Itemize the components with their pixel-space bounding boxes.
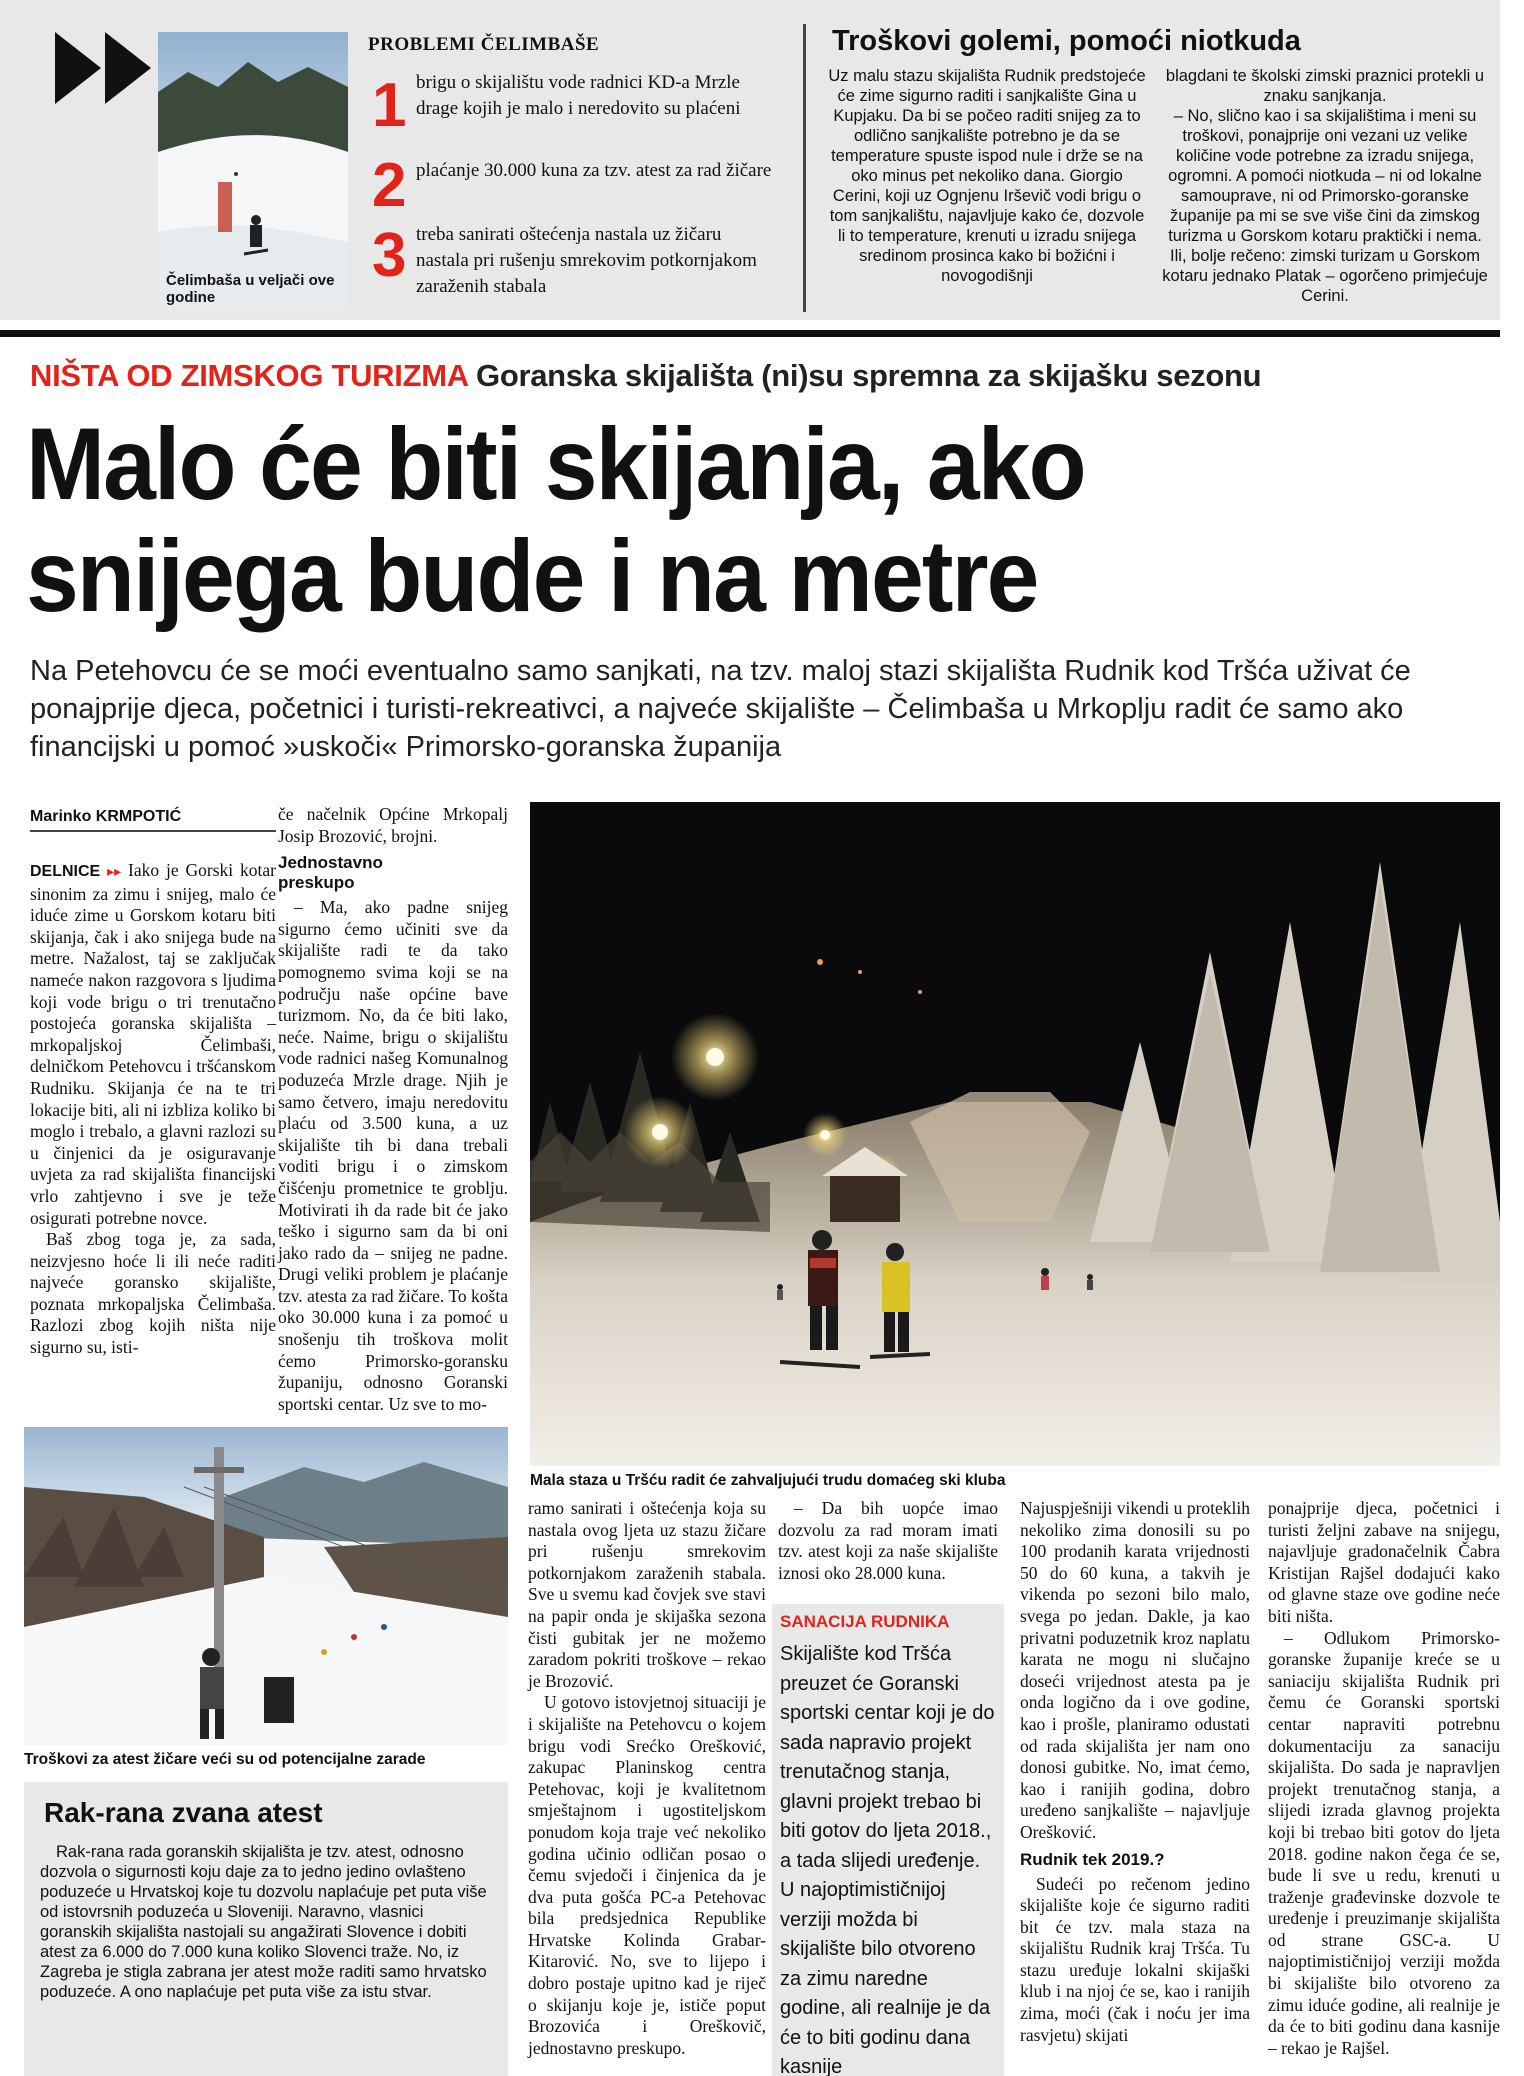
sanacija-title: SANACIJA RUDNIKA bbox=[780, 1612, 950, 1631]
costs-column-2-p1: blagdani te školski zimski praznici protekli u znaku sanjkanja. bbox=[1165, 67, 1485, 105]
problem-number-3: 3 bbox=[372, 221, 407, 290]
costs-column-1: Uz malu stazu skijališta Rudnik predstojeće će zime sigurno raditi i sanjkalište Gina u Kupjaku. Da bi se počeo raditi snijeg za to odlično sanjkalište potrebno je da se temperature spuste ispod nule i drže se na oko minus pet nekoliko dana. Giorgio Cerini, koji uz Ognjenu Irševič vodi brigu o tom sanjkalištu, najavljuje kako će, dozvole li to temperature, krenuti u izradu snijega sredinom prosinca kako bi božićni i novogodišnji bbox=[828, 67, 1146, 285]
col6-text-2: – Odlukom Primorsko-goranske županije kreće se u saniaciju skijališta Rudnik pri čemu će Goranski sportski centar napraviti potrebnu dokumentaciju za sanaciju skijališta. Do sada je napravljen projekt trenutačnog stanja, a slijedi izrada glavnog projekta koji bi trebao biti gotov do ljeta 2018. godine nakon čega će se, bude li sve u redu, krenuti u traženje građevinske dozvole te uređenje i preuzimanje skijališta od strane GSC-a. U najoptimističnijoj verziji možda bi skijalište bilo otvoreno za zimu iduće godine, ali realnije je da će to biti godinu dana kasnije – rekao je Rajšel. bbox=[1268, 1627, 1500, 2058]
kicker-black: Goranska skijališta (ni)su spremna za skijašku sezonu bbox=[476, 358, 1262, 393]
headline-line-1: Malo će biti skijanja, ako bbox=[26, 407, 1085, 521]
article-column-5 bbox=[1020, 1498, 1250, 2046]
sanacija-text: Skijalište kod Tršća preuzet će Goranski sportski centar koji je do sada napravio projekt trenutačnog stanja, glavni projekt trebao bi biti gotov do ljeta 2018., a tada slijedi uređenje. U najoptimističnijoj verziji možda bi skijalište bilo otvoreno za zimu naredne godine, ali realnije je da će to biti godinu dana kasnije bbox=[780, 1643, 995, 2076]
problem-item-2: plaćanje 30.000 kuna za tzv. atest za rad žičare bbox=[416, 160, 772, 181]
problem-number-2: 2 bbox=[372, 151, 407, 220]
byline-rule bbox=[30, 830, 276, 832]
dateline: DELNICE bbox=[30, 863, 101, 880]
problem-item-1: brigu o skijalištu vode radnici KD-a Mrzle drage kojih je malo i neredovito su plaćeni bbox=[416, 72, 741, 119]
sidebar-text: Rak-rana rada goranskih skijališta je tzv. atest, odnosno dozvola o sigurnosti koju daje za to jedno jedino ovlašteno poduzeće u Hrvatskoj koje tu dozvolu naplaćuje pet puta više od istovrsnih poduzeća u Sloveniji. Naravno, vlasnici goranskih skijališta nastojali su angažirati Slovence i dobiti atest za 6.000 do 7.000 kuna koliko Slovenci traže. No, iz Zagreba je stigla zabrana jer atest može raditi samo hrvatsko poduzeće. A ono naplaćuje pet puta više za istu stvar. bbox=[40, 1843, 487, 2001]
col2-text-2: – Ma, ako padne snijeg sigurno ćemo učiniti sve da skijalište radi te da tako pomognemo svima koji se na području naše općine bave turizmom. No, da će biti lako, neće. Naime, brigu o skijalištu vode radnici našeg Komunalnog poduzeća Mrzle drage. Njih je samo četvero, imaju neredovitu plaću od 3.500 kuna, a uz skijalište tih bi dana trebali voditi brigu i o zimskom čišćenju prometnice te groblju. Motivirati ih da rade bit će jako teško i sigurno sam da bi oni jako rado da – snijeg ne padne. Drugi veliki problem je plaćanje tzv. atesta za rad žičare. To košta oko 30.000 kuna i za pomoć u snošenju tih troškova molit ćemo Primorsko-goransku županiju, odnosno Goranski sportski centar. Uz sve to mo- bbox=[278, 897, 508, 1414]
problems-title: PROBLEMI ČELIMBAŠE bbox=[368, 34, 600, 55]
main-night-ski-photo bbox=[530, 802, 1500, 1466]
dateline-arrow-icon: ▸▸ bbox=[107, 865, 122, 880]
headline bbox=[26, 408, 1085, 632]
col1-text-1: Iako je Gorski kotar sinonim za zimu i snijeg, malo će iduće zime u Gorskom kotaru biti skijanja, čak i ako snijega bude na metre. Nažalost, taj se zaključak nameće nakon razgovora s ljudima koji vode brigu o tri trenutačno postojeća goranska skijališta – mrkopaljskoj Čelimbaši, delničkom Petehovcu i tršćanskom Rudniku. Skijanja će na te tri lokacije biti, ali ni izbliza koliko bi moglo i trebalo, a glavni razlozi su u činjenici da je osiguravanje uvjeta za rad skijališta financijski vrlo zahtjevno i sve je teže osigurati potrebne novce. bbox=[30, 860, 276, 1228]
section-rule bbox=[0, 330, 1500, 337]
lead-paragraph: Na Petehovcu će se moći eventualno samo sanjkati, na tzv. maloj stazi skijališta Rudnik kod Tršća uživat će ponajprije djeca, početnici i turisti-rekreativci, a najveće skijalište – Čelimbaša u Mrkoplju radit će samo ako financijski u pomoć »uskoči« Primorsko-goranska županija bbox=[30, 655, 1411, 763]
article-column-6 bbox=[1268, 1498, 1500, 2059]
col6-text-1: ponajprije djeca, početnici i turisti željni zabave na snijegu, najavljuje gradonačelnik Čabra Kristijan Rajšel dodajući kako od glavne staze ove godine neće biti ništa. bbox=[1268, 1498, 1500, 1626]
ski-lift-photo bbox=[24, 1427, 508, 1745]
main-photo-caption: Mala staza u Tršću radit će zahvaljujući trudu domaćeg ski kluba bbox=[530, 1472, 1006, 1489]
col3-text-2: U gotovo istovjetnoj situaciji je i skijalište na Petehovcu o kojem brigu vodi Srećko Orešković, zakupac Planinskog centra Petehovac, koji je kvalitetnom smještajnom i ugostiteljskom ponudom koja traje već nekoliko godina učinio odličan posao o čemu svjedoči i činjenica da je dva puta gošća PC-a Petehovac bila predsjednica Republike Hrvatske Kolinda Grabar-Kitarović. No, sve to lijepo i dobro postaje upitno kad je riječ o skijanju koje je, ističe poput Brozovića i Oreškovič, jednostavno preskupo. bbox=[528, 1692, 766, 2058]
author-byline: Marinko KRMPOTIĆ bbox=[30, 808, 182, 825]
col1-text-2: Baš zbog toga je, za sada, neizvjesno hoće li ili neće raditi najveće goransko skijalište, poznata mrkopaljska Čelimbaša. Razlozi zbog kojih ništa nije sigurno su, isti- bbox=[30, 1229, 276, 1358]
col2-subhead: Jednostavno preskupo bbox=[278, 853, 383, 893]
celimbasa-photo-caption: Čelimbaša u veljači ove godine bbox=[166, 272, 335, 306]
costs-column-2-p2: – No, slično kao i sa skijalištima i meni su troškovi, ponajprije oni vezani uz velike količine vode potrebne za izradu snijega, ogromni. A pomoći niotkuda – ni od lokalne samouprave, ni od Primorsko-goranske županije pa mi se sve više čini da zimskog turizma u Gorskom kotaru praktički i nema. Ili, bolje rečeno: zimski turizam u Gorskom kotaru jednako Platak – ogorčeno primjećuje Cerini. bbox=[1162, 107, 1488, 305]
costs-column-2 bbox=[1160, 66, 1490, 306]
article-column-4-top: – Da bih uopće imao dozvolu za rad moram imati tzv. atest koji za naše skijalište iznosi oko 28.000 kuna. bbox=[778, 1498, 998, 1583]
problem-item-3: treba sanirati oštećenja nastala uz žičaru nastala pri rušenju smrekovim potkornjakom zaraženih stabala bbox=[416, 224, 757, 297]
lift-photo-caption: Troškovi za atest žičare veći su od potencijalne zarade bbox=[24, 1751, 426, 1768]
double-right-arrows-icon bbox=[55, 32, 155, 104]
costs-title: Troškovi golemi, pomoći niotkuda bbox=[832, 25, 1301, 57]
problem-number-1: 1 bbox=[372, 71, 407, 140]
col5-subhead: Rudnik tek 2019.? bbox=[1020, 1849, 1165, 1869]
article-column-3 bbox=[528, 1498, 766, 2059]
celimbasa-photo bbox=[158, 32, 348, 310]
kicker bbox=[30, 358, 1261, 394]
col5-text-2: Sudeći po rečenom jedino skijalište koje će sigurno raditi bit će tzv. mala staza na skijalištu Rudnik kraj Tršća. Tu stazu uređuje lokalni skijaški klub i na njoj će se, kao i ranijih zima, moći (čak i noću jer ima rasvjetu) skijati bbox=[1020, 1873, 1250, 2045]
col5-text-1: Najuspješniji vikendi u proteklih nekoliko zima donosili su po 100 prodanih karata vrijednosti 50 do 60 kuna, a takvih je vikenda po sezoni bilo malo, svega po jedan. Dakle, ja kao privatni poduzetnik kroz naplatu karata ne mogu ni slučajno doseći vrijednost atesta pa je onda logično da i ove godine, kao i prošle, planiramo odustati od rada skijališta jer nam ono donosi gubitke. No, imat ćemo, kao i ranijih godina, dobro uređeno sanjkalište – najavljuje Orešković. bbox=[1020, 1498, 1250, 1842]
article-column-2 bbox=[278, 804, 508, 1415]
sidebar-title: Rak-rana zvana atest bbox=[44, 1797, 323, 1828]
col3-text-1: ramo sanirati i oštećenja koja su nastala ovog ljeta uz stazu žičare pri rušenju smrekovim potkornjakom zaraženih stabala. Sve u svemu kad čovjek sve stavi na papir onda je skijaška sezona čisti gubitak jer ne možemo zaradom pokriti troškove – rekao je Brozović. bbox=[528, 1498, 766, 1691]
kicker-red: NIŠTA OD ZIMSKOG TURIZMA bbox=[30, 358, 468, 393]
col2-text-1: če načelnik Općine Mrkopalj Josip Brozović, brojni. bbox=[278, 804, 508, 846]
top-box-divider bbox=[803, 24, 806, 312]
article-column-1 bbox=[30, 860, 276, 1359]
headline-line-2: snijega bude i na metre bbox=[26, 519, 1038, 633]
